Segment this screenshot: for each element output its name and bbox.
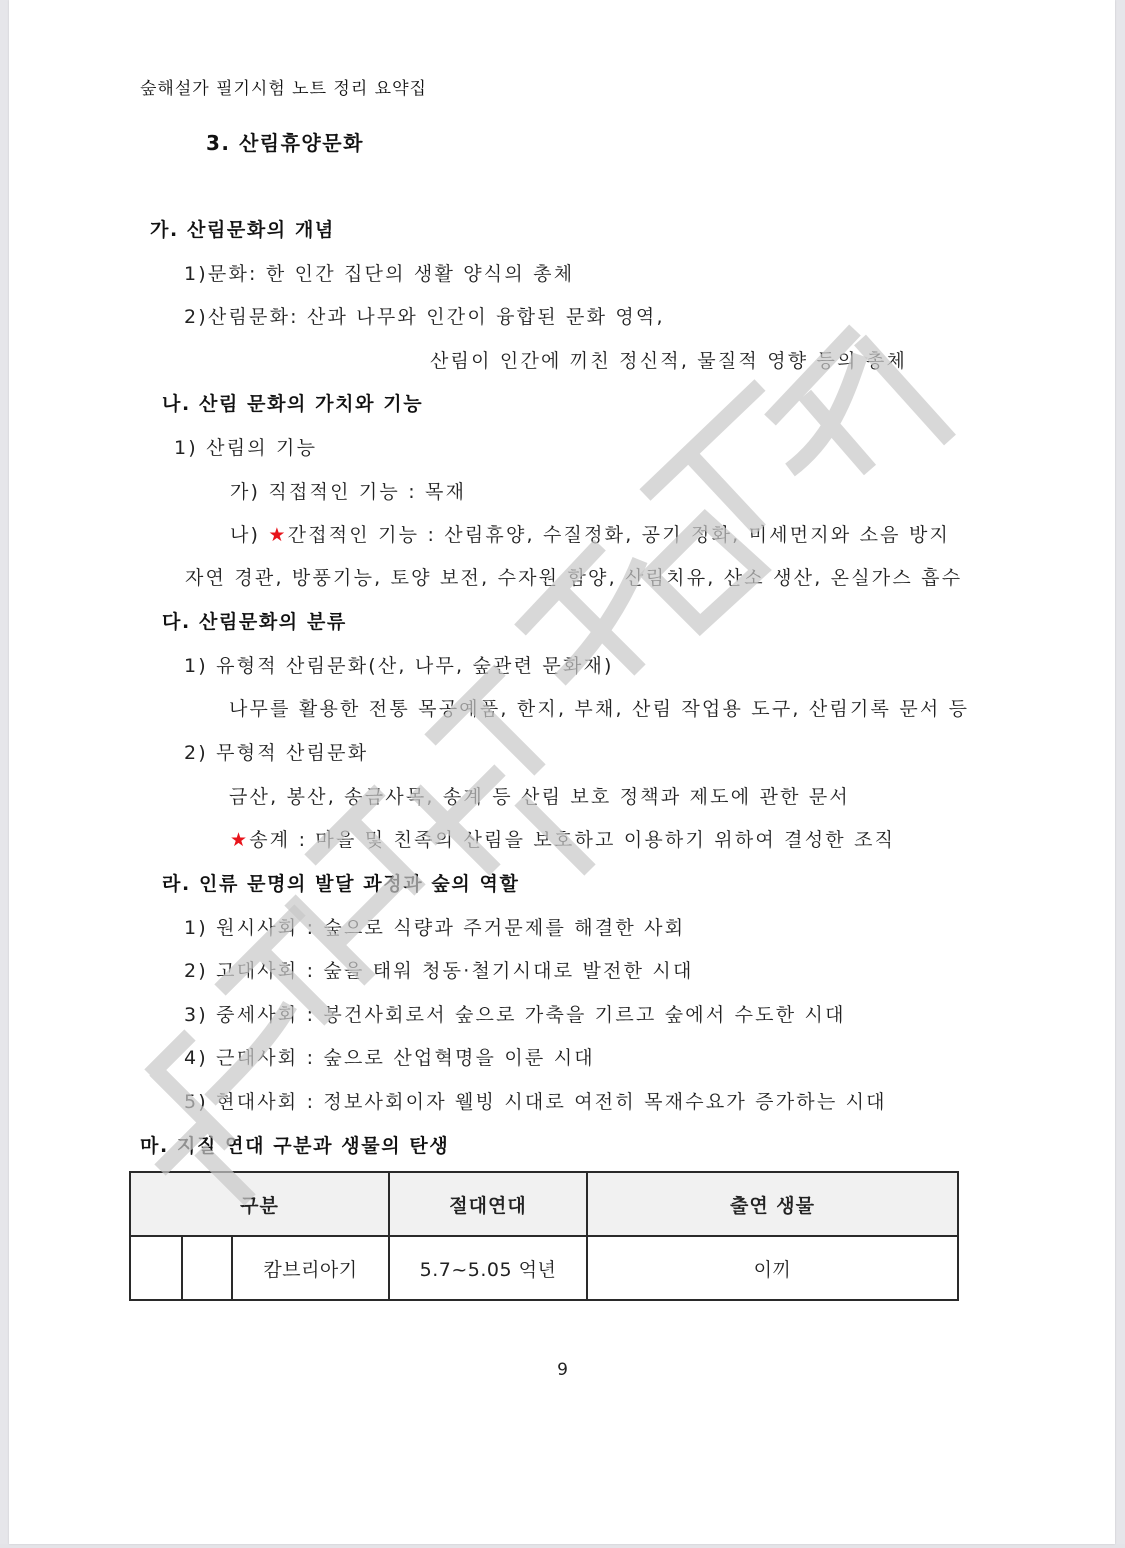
cell-period <box>182 1236 232 1300</box>
cell-absolute-age: 5.7~5.05 억년 <box>389 1236 587 1300</box>
forest-function-heading: 1) 산림의 기능 <box>174 437 318 459</box>
cell-organism: 이끼 <box>587 1236 958 1300</box>
section-title-na: 나. 산림 문화의 가치와 기능 <box>162 393 424 415</box>
page-gutter-right <box>1116 0 1125 1544</box>
indirect-prefix: 나) <box>230 524 269 546</box>
table-row <box>130 1236 958 1300</box>
header-absolute-age: 절대연대 <box>389 1172 587 1236</box>
running-header: 숲해설가 필기시험 노트 정리 요약집 <box>140 79 427 99</box>
songgye-text: 송계 : 마을 및 친족의 산림을 보호하고 이용하기 위하여 결성한 조직 <box>249 829 896 851</box>
intangible-culture-title: 2) 무형적 산림문화 <box>184 742 369 764</box>
indirect-text: 간접적인 기능 : 산림휴양, 수질정화, 공기 정화, 미세먼지와 소음 방지 <box>287 524 951 546</box>
chapter-title: 3. 산림휴양문화 <box>206 131 364 155</box>
civilization-item-contemporary: 5) 현대사회 : 정보사회이자 웰빙 시대로 여전히 목재수요가 증가하는 시대 <box>184 1091 887 1113</box>
star-icon: ★ <box>230 829 250 851</box>
header-classification: 구분 <box>130 1172 389 1236</box>
civilization-item-ancient: 2) 고대사회 : 숲을 태워 청동·철기시대로 발전한 시대 <box>184 960 694 982</box>
section-title-ma: 마. 지질 연대 구분과 생물의 탄생 <box>140 1135 450 1157</box>
cell-epoch: 캄브리아기 <box>232 1236 389 1300</box>
concept-item-forest-culture: 2)산림문화: 산과 나무와 인간이 융합된 문화 영역, <box>184 306 665 328</box>
section-title-ra: 라. 인류 문명의 발달 과정과 숲의 역할 <box>162 873 520 895</box>
concept-item-culture: 1)문화: 한 인간 집단의 생활 양식의 총체 <box>184 263 575 285</box>
table-header-row <box>130 1172 958 1236</box>
cell-era <box>130 1236 182 1300</box>
direct-function: 가) 직접적인 기능 : 목재 <box>230 481 467 503</box>
tangible-culture-desc: 나무를 활용한 전통 목공예품, 한지, 부채, 산림 작업용 도구, 산림기록 문서 등 <box>229 698 970 720</box>
civilization-item-medieval: 3) 중세사회 : 봉건사회로서 숲으로 가축을 기르고 숲에서 수도한 시대 <box>184 1004 846 1026</box>
concept-item-forest-culture-cont: 산림이 인간에 끼친 정신적, 물질적 영향 등의 총체 <box>430 350 907 372</box>
header-organisms: 출연 생물 <box>587 1172 958 1236</box>
geologic-era-table <box>129 1171 959 1301</box>
section-title-da: 다. 산림문화의 분류 <box>162 611 347 633</box>
tangible-culture-title: 1) 유형적 산림문화(산, 나무, 숲관련 문화재) <box>184 655 614 677</box>
section-title-ga: 가. 산림문화의 개념 <box>150 219 335 241</box>
indirect-function-cont: 자연 경관, 방풍기능, 토양 보전, 수자원 함양, 산림치유, 산소 생산, 온실가스 흡수 <box>185 567 963 589</box>
indirect-function <box>230 520 950 547</box>
star-icon: ★ <box>268 524 288 546</box>
songgye-definition <box>230 825 895 852</box>
page-number: 9 <box>557 1360 568 1380</box>
civilization-item-modern: 4) 근대사회 : 숲으로 산업혁명을 이룬 시대 <box>184 1047 595 1069</box>
page-gutter-left <box>0 0 9 1544</box>
intangible-culture-desc: 금산, 봉산, 송금사목, 송계 등 산림 보호 정책과 제도에 관한 문서 <box>229 786 850 808</box>
civilization-item-primitive: 1) 원시사회 : 숲으로 식량과 주거문제를 해결한 사회 <box>184 917 686 939</box>
